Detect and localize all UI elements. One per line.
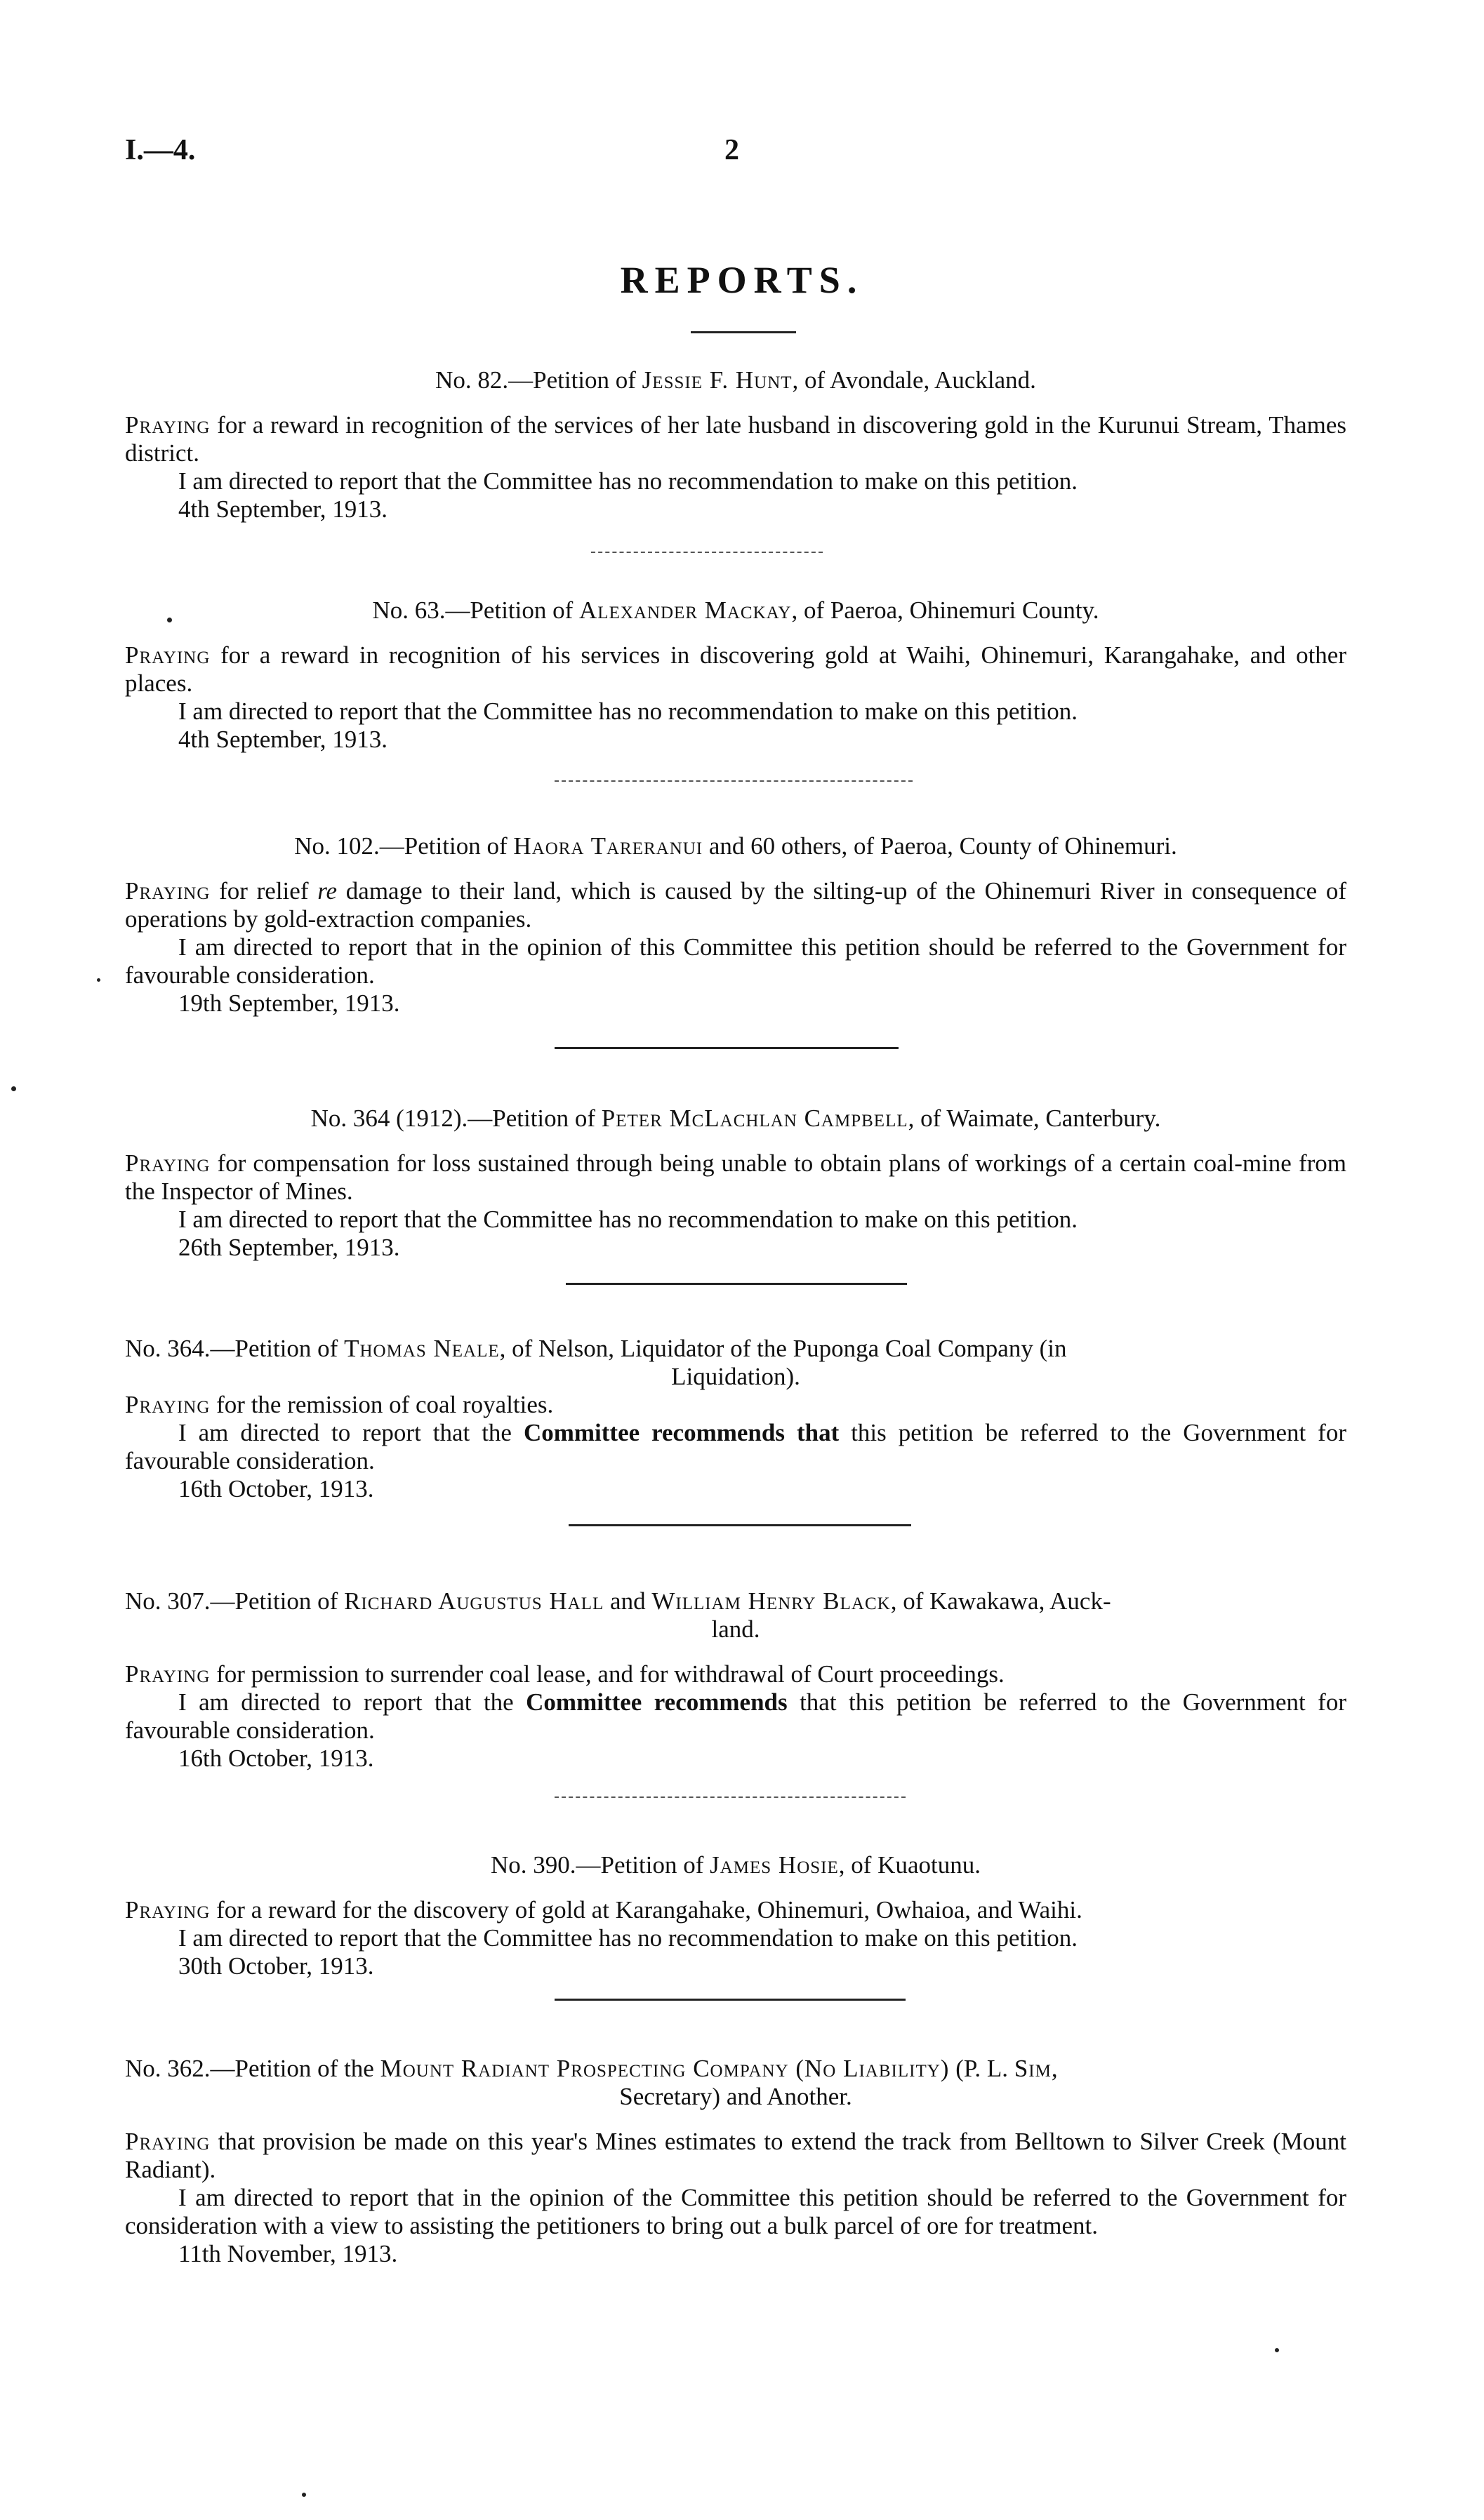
committee-report: I am directed to report that the Committee has no recommendation to make on this petition.: [178, 1924, 1078, 1952]
ink-speck: [1275, 2348, 1279, 2352]
committee-report: I am directed to report that the Committee recommends that this petition be referred to the Government for favourable consideration.: [125, 1419, 1346, 1474]
committee-report: I am directed to report that the Committee recommends that this petition be referred to the Government for favourable consideration.: [125, 1688, 1346, 1744]
report-date: 19th September, 1913.: [178, 989, 400, 1017]
petition-heading: No. 82.—Petition of Jessie F. Hunt, of Avondale, Auckland.: [435, 366, 1036, 394]
petitioner-name: Mount Radiant Prospecting Company (No Liability): [380, 2055, 950, 2082]
ink-speck: [11, 1086, 16, 1091]
entry-divider: [555, 1796, 906, 1798]
petitioner-name: Richard Augustus Hall: [344, 1587, 604, 1615]
petitioner-name: James Hosie: [710, 1851, 839, 1879]
petition-heading: No. 63.—Petition of Alexander Mackay, of Paeroa, Ohinemuri County.: [372, 596, 1099, 624]
ink-speck: [302, 2493, 306, 2497]
entry-divider: [555, 1999, 906, 2001]
petition-heading: No. 362.—Petition of the Mount Radiant Prospecting Company (No Liability) (P. L. Sim,: [125, 2055, 1058, 2082]
petition-heading: No. 364.—Petition of Thomas Neale, of Nelson, Liquidator of the Puponga Coal Company (in: [125, 1335, 1067, 1362]
petition-entry: No. 307.—Petition of Richard Augustus Hall and William Henry Black, of Kawakawa, Auck- land. Praying for permission to surrender coal lease, and for withdrawal of Court proceedings. I am directed to report that the Committee recommends that this petition be referred to the Government for favourable consideration. 16th October, 1913.: [125, 1587, 1346, 1772]
report-date: 4th September, 1913.: [178, 726, 387, 753]
petitioner-name: Alexander Mackay: [579, 596, 792, 624]
report-date: 30th October, 1913.: [178, 1952, 374, 1980]
page-title: REPORTS.: [620, 259, 864, 301]
report-date: 4th September, 1913.: [178, 495, 387, 523]
petition-prayer: Praying for the remission of coal royalties.: [125, 1391, 554, 1418]
entry-divider: [569, 1524, 911, 1526]
petition-heading: No. 307.—Petition of Richard Augustus Hall and William Henry Black, of Kawakawa, Auck-: [125, 1587, 1111, 1615]
committee-report: I am directed to report that the Committee has no recommendation to make on this petition.: [178, 698, 1078, 725]
petitioner-name: Haora Tareranui: [513, 832, 703, 860]
petition-prayer: Praying for a reward in recognition of his services in discovering gold at Waihi, Ohinemuri, Karangahake, and other places.: [125, 641, 1346, 697]
report-date: 11th November, 1913.: [178, 2240, 398, 2267]
petition-entry: [125, 1105, 1346, 1262]
document-reference: I.—4.: [125, 134, 196, 166]
petition-heading: No. 390.—Petition of James Hosie, of Kuaotunu.: [491, 1851, 981, 1879]
petition-entry: [125, 1851, 1346, 1980]
committee-report: I am directed to report that in the opinion of this Committee this petition should be referred to the Government for favourable consideration.: [125, 933, 1346, 989]
petition-prayer: Praying for relief re damage to their land, which is caused by the silting-up of the Ohinemuri River in consequence of operations by gold-extraction companies.: [125, 877, 1347, 933]
entry-divider: [591, 552, 823, 553]
entry-divider: [566, 1283, 907, 1285]
committee-report: I am directed to report that the Committee has no recommendation to make on this petition.: [178, 467, 1078, 495]
committee-report: I am directed to report that in the opinion of the Committee this petition should be referred to the Government for consideration with a view to assisting the petitioners to bring out a bulk parcel of ore for treatment.: [125, 2184, 1346, 2239]
page-header: [125, 133, 1346, 182]
petition-heading: No. 364 (1912).—Petition of Peter McLachlan Campbell, of Waimate, Canterbury.: [310, 1105, 1161, 1132]
page-number: 2: [724, 134, 739, 166]
report-date: 16th October, 1913.: [178, 1475, 374, 1502]
petition-entry: [125, 596, 1346, 754]
report-date: 16th October, 1913.: [178, 1745, 374, 1772]
petition-prayer: Praying for a reward in recognition of the services of her late husband in discovering gold in the Kurunui Stream, Thames district.: [125, 411, 1346, 467]
ink-speck: [97, 978, 100, 982]
report-date: 26th September, 1913.: [178, 1234, 400, 1261]
petition-prayer: Praying that provision be made on this year's Mines estimates to extend the track from Belltown to Silver Creek (Mount Radiant).: [125, 2128, 1346, 2183]
petitioner-name: William Henry Black: [651, 1587, 891, 1615]
petition-entry: [125, 832, 1346, 1018]
petitioner-name: Thomas Neale: [344, 1335, 500, 1362]
petition-prayer: Praying for a reward for the discovery of gold at Karangahake, Ohinemuri, Owhaioa, and Waihi.: [125, 1896, 1082, 1924]
petitioner-name: Peter McLachlan Campbell: [601, 1105, 908, 1132]
entry-divider: [555, 780, 913, 782]
petition-entry: No. 364.—Petition of Thomas Neale, of Nelson, Liquidator of the Puponga Coal Company (in Liquidation). Praying for the remission of coal royalties. I am directed to report that the Committee recommends that this petition be referred to the Government for favourable consideration. 16th October, 1913.: [125, 1335, 1346, 1502]
petition-entry: No. 362.—Petition of the Mount Radiant Prospecting Company (No Liability) (P. L. Sim, Secretary) and Another. Praying that provision be made on this year's Mines estimates to extend the track from Belltown to Silver Creek (Mount Radiant). I am directed to report that in the opinion of the Committee this petition should be referred to the Government for consideration with a view to assisting the petitioners to bring out a bulk parcel of ore for treatment. 11th November, 1913.: [125, 2055, 1346, 2267]
ink-speck: [167, 618, 172, 622]
petition-entry: [125, 366, 1346, 524]
title-rule: [691, 331, 796, 333]
petition-prayer: Praying for compensation for loss sustained through being unable to obtain plans of workings of a certain coal-mine from the Inspector of Mines.: [125, 1149, 1346, 1205]
petition-prayer: Praying for permission to surrender coal lease, and for withdrawal of Court proceedings.: [125, 1660, 1005, 1688]
petition-heading: No. 102.—Petition of Haora Tareranui and 60 others, of Paeroa, County of Ohinemuri.: [294, 832, 1177, 860]
committee-report: I am directed to report that the Committee has no recommendation to make on this petition.: [178, 1206, 1078, 1233]
entry-divider: [555, 1047, 899, 1049]
petitioner-name: Jessie F. Hunt: [642, 366, 793, 394]
